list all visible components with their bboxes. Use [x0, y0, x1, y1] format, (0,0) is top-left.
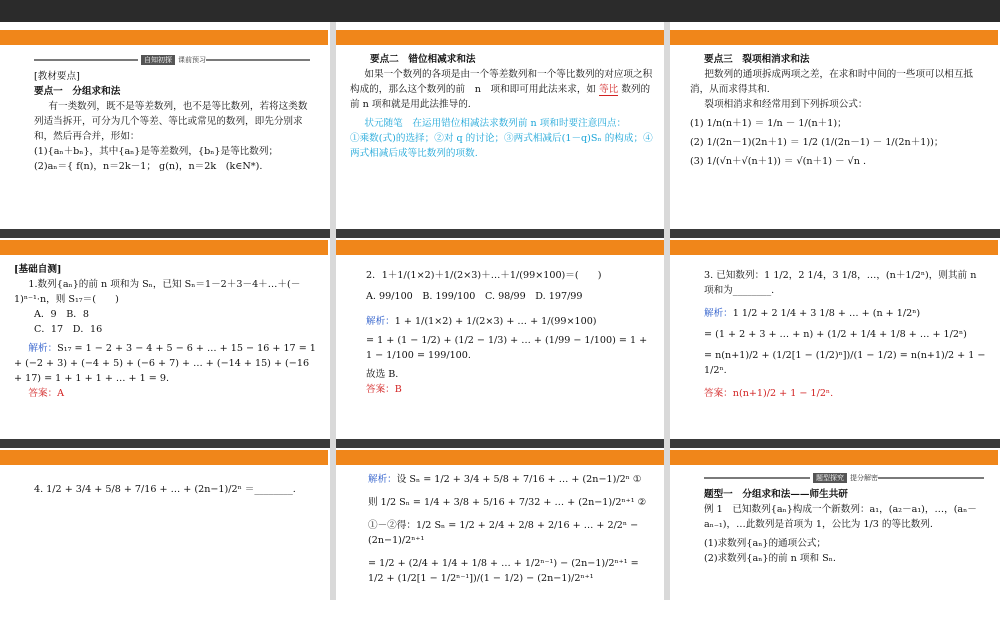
- answer-label: 答案：: [28, 388, 58, 399]
- question: 1.数列{aₙ}的前 n 项和为 Sₙ，已知 Sₙ＝1－2＋3－4＋…＋(－1)ⁿ⁻¹·n，则 S₁₇＝( ): [14, 279, 301, 305]
- body-text-a: 如果一个数列的各项是由一个等差数列和一个等比数列的对应项之积构成的，那么这个数列的前 n 项和即可用此法来求，如: [350, 69, 653, 95]
- body-text-b: 数列的前 n 项和就是用此法推导的.: [350, 84, 651, 110]
- ask-1: (1)求数列{aₙ}的通项公式；: [704, 538, 827, 549]
- solution-line-3: ①－②得：1/2 Sₙ = 1/2 + 2/4 + 2/8 + 2/16 + … + 2/2ⁿ − (2n−1)/2ⁿ⁺¹: [368, 520, 639, 546]
- case-1: (1){aₙ＋bₙ}，其中{aₙ}是等差数列，{bₙ}是等比数列；: [34, 146, 279, 157]
- banner-label: 自知初探: [141, 55, 175, 65]
- answer-label: 答案：: [366, 384, 395, 395]
- section-banner: [704, 472, 984, 484]
- slide-header-bar: [336, 240, 664, 255]
- solution-line-2: = (1 + 2 + 3 + … + n) + (1/2 + 1/4 + 1/8 + … + 1/2ⁿ): [704, 329, 967, 340]
- formula-1: (1) 1/n(n＋1) ＝ 1/n － 1/(n＋1)；: [690, 118, 847, 129]
- body-text: 裂项相消求和经常用到下列拆项公式：: [704, 99, 868, 110]
- formula-2: (2) 1/(2n－1)(2n＋1) ＝ 1/2 (1/(2n－1) － 1/(2n＋1))；: [690, 137, 944, 148]
- solution-label: 解析：: [366, 316, 395, 327]
- ask-2: (2)求数列{aₙ}的前 n 项和 Sₙ.: [704, 553, 836, 564]
- slide-header-bar: [670, 240, 998, 255]
- slide-header-bar: [0, 240, 328, 255]
- formula-3: (3) 1/(√n＋√(n＋1)) ＝ √(n＋1) － √n .: [690, 156, 867, 167]
- answer-value: A: [57, 388, 65, 399]
- slide-2[interactable]: [336, 30, 664, 220]
- question: 2．1＋1/(1×2)＋1/(2×3)＋…＋1/(99×100)＝( ): [366, 270, 602, 281]
- section-heading: [教材要点]: [34, 71, 80, 82]
- question: 3. 已知数列：1 1/2，2 1/4，3 1/8，…，(n＋1/2ⁿ)，则其前 n 项和为________.: [704, 270, 977, 296]
- solution-text: 1 1/2 + 2 1/4 + 3 1/8 + … + (n + 1/2ⁿ): [732, 308, 921, 319]
- point-title: 要点一 分组求和法: [34, 86, 121, 97]
- slide-6[interactable]: [670, 240, 998, 430]
- slide-header-bar: [336, 30, 664, 45]
- slide-5[interactable]: [336, 240, 664, 430]
- slide-header-bar: [0, 450, 328, 465]
- row-divider-1: [0, 229, 1000, 238]
- answer-blank: 等比: [599, 84, 619, 95]
- type-title: 题型一 分组求和法——师生共研: [704, 489, 848, 500]
- slide-7[interactable]: [0, 450, 328, 640]
- point-title: 要点二 错位相减求和法: [370, 54, 476, 65]
- solution-line-2: = 1 + (1 − 1/2) + (1/2 − 1/3) + … + (1/99 − 1/100) = 1 + 1 − 1/100 = 199/100.: [366, 335, 648, 361]
- top-bar: [0, 0, 1000, 22]
- solution-text: S₁₇ = 1 − 2 + 3 − 4 + 5 − 6 + … + 15 − 16 + 17 = 1 + (−2 + 3) + (−4 + 5) + (−6 + 7) + … + (−14 + 15) + (−16 + 17) = 1 + 1 + 1 + … + 1 = 9.: [14, 343, 316, 384]
- answer: [704, 386, 988, 401]
- note-title: 状元随笔 在运用错位相减法求数列前 n 项和时要注意四点：: [364, 118, 627, 129]
- body-text: 有一类数列，既不是等差数列，也不是等比数列，若将这类数列适当拆开，可分为几个等差、等比或常见的数列，即先分别求和，然后再合并，形如：: [34, 101, 308, 142]
- options-2: C．17 D．16: [34, 324, 103, 335]
- solution-label: 解析：: [704, 308, 733, 319]
- question: 4. 1/2 + 3/4 + 5/8 + 7/16 + … + (2n−1)/2ⁿ ＝________.: [34, 484, 296, 495]
- solution: [14, 341, 318, 386]
- solution-text: 1 + 1/(1×2) + 1/(2×3) + … + 1/(99×100): [394, 316, 597, 327]
- row-divider-2: [0, 439, 1000, 448]
- answer-value: B: [394, 384, 402, 395]
- solution-line-2: 则 1/2 Sₙ = 1/4 + 3/8 + 5/16 + 7/32 + … + (2n−1)/2ⁿ⁺¹ ②: [368, 497, 647, 508]
- options-1: A．9 B．8: [34, 309, 89, 320]
- example-text: 例 1 已知数列{aₙ}构成一个新数列：a₁，(a₂－a₁)，…，(aₙ－aₙ₋₁)，…此数列是首项为 1，公比为 1/3 的等比数列.: [704, 504, 977, 530]
- solution-line-1: [368, 472, 654, 487]
- banner-sub-label: 提分解密: [850, 474, 878, 482]
- slide-header-bar: [670, 450, 998, 465]
- case-2: (2)aₙ＝{ f(n)，n＝2k－1； g(n)，n＝2k (k∈N*).: [34, 161, 263, 172]
- section-heading: [基础自测]: [14, 264, 62, 275]
- slide-header-bar: [670, 30, 998, 45]
- slide-9[interactable]: [670, 450, 998, 640]
- point-title: 要点三 裂项相消求和法: [704, 54, 810, 65]
- answer: [14, 386, 318, 401]
- answer: [366, 382, 654, 397]
- slide-4[interactable]: [0, 240, 328, 430]
- solution-text: 设 Sₙ = 1/2 + 3/4 + 5/8 + 7/16 + … + (2n−1)/2ⁿ ①: [396, 474, 642, 485]
- section-banner: [34, 54, 310, 66]
- slide-header-bar: [336, 450, 664, 465]
- solution-line-1: [704, 306, 988, 321]
- solution-label: 解析：: [368, 474, 397, 485]
- slide-1[interactable]: [0, 30, 328, 220]
- answer-label: 答案：: [704, 388, 733, 399]
- answer-value: n(n+1)/2 + 1 − 1/2ⁿ.: [732, 388, 834, 399]
- body-text: [350, 67, 654, 112]
- slide-header-bar: [0, 30, 328, 45]
- solution-line-3: = n(n+1)/2 + (1/2[1 − (1/2)ⁿ])/(1 − 1/2) = n(n+1)/2 + 1 − 1/2ⁿ.: [704, 350, 986, 376]
- body-text: 把数列的通项拆成两项之差，在求和时中间的一些项可以相互抵消，从而求得其和.: [690, 69, 974, 95]
- solution-label: 解析：: [28, 343, 58, 354]
- note-body: ①乘数(式)的选择；②对 q 的讨论；③两式相减后(1－q)Sₙ 的构成；④两式相减后成等比数列的项数.: [350, 133, 653, 159]
- solution-line-3: 故选 B.: [366, 369, 399, 380]
- options: A. 99/100 B. 199/100 C. 98/99 D. 197/99: [366, 291, 583, 302]
- banner-label: 题型探究: [813, 473, 847, 483]
- slide-3[interactable]: [670, 30, 998, 220]
- slide-8[interactable]: [336, 450, 664, 640]
- banner-sub-label: 课前预习: [178, 56, 206, 64]
- solution-line-1: [366, 314, 654, 329]
- solution-line-4: = 1/2 + (2/4 + 1/4 + 1/8 + … + 1/2ⁿ⁻¹) − (2n−1)/2ⁿ⁺¹ = 1/2 + (1/2[1 − 1/2ⁿ⁻¹])/(1 − 1/2) − (2n−1)/2ⁿ⁺¹: [368, 558, 639, 584]
